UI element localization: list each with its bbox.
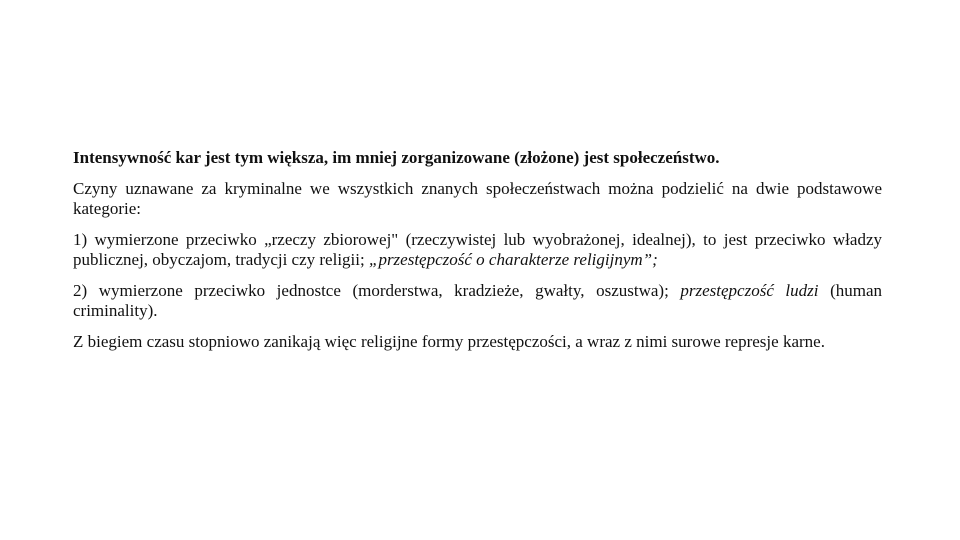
list-item-collective-text: 1) wymierzone przeciwko „rzeczy zbiorowej" (rzeczywistej lub wyobrażonej, idealnej), to jest przeciwko władzy publicznej, obyczajom, tradycji czy religii;: [73, 230, 882, 269]
slide-content: [73, 148, 882, 363]
paragraph-categories: Czyny uznawane za kryminalne we wszystkich znanych społeczeństwach można podzielić na dwie podstawowe kategorie:: [73, 179, 882, 218]
list-item-individual-tail: (human criminality).: [73, 281, 882, 320]
list-item-collective-term: „przestępczość o charakterze religijnym”;: [368, 250, 658, 269]
slide-heading: Intensywność kar jest tym większa, im mniej zorganizowane (złożone) jest społeczeństwo.: [73, 148, 720, 167]
list-item-collective: [73, 230, 882, 270]
list-item-individual-text: 2) wymierzone przeciwko jednostce (morderstwa, kradzieże, gwałty, oszustwa);: [73, 281, 681, 300]
list-item-individual: [73, 281, 882, 321]
list-item-individual-term: przestępczość ludzi: [680, 281, 819, 300]
paragraph-closing: Z biegiem czasu stopniowo zanikają więc religijne formy przestępczości, a wraz z nimi surowe represje karne.: [73, 332, 825, 351]
